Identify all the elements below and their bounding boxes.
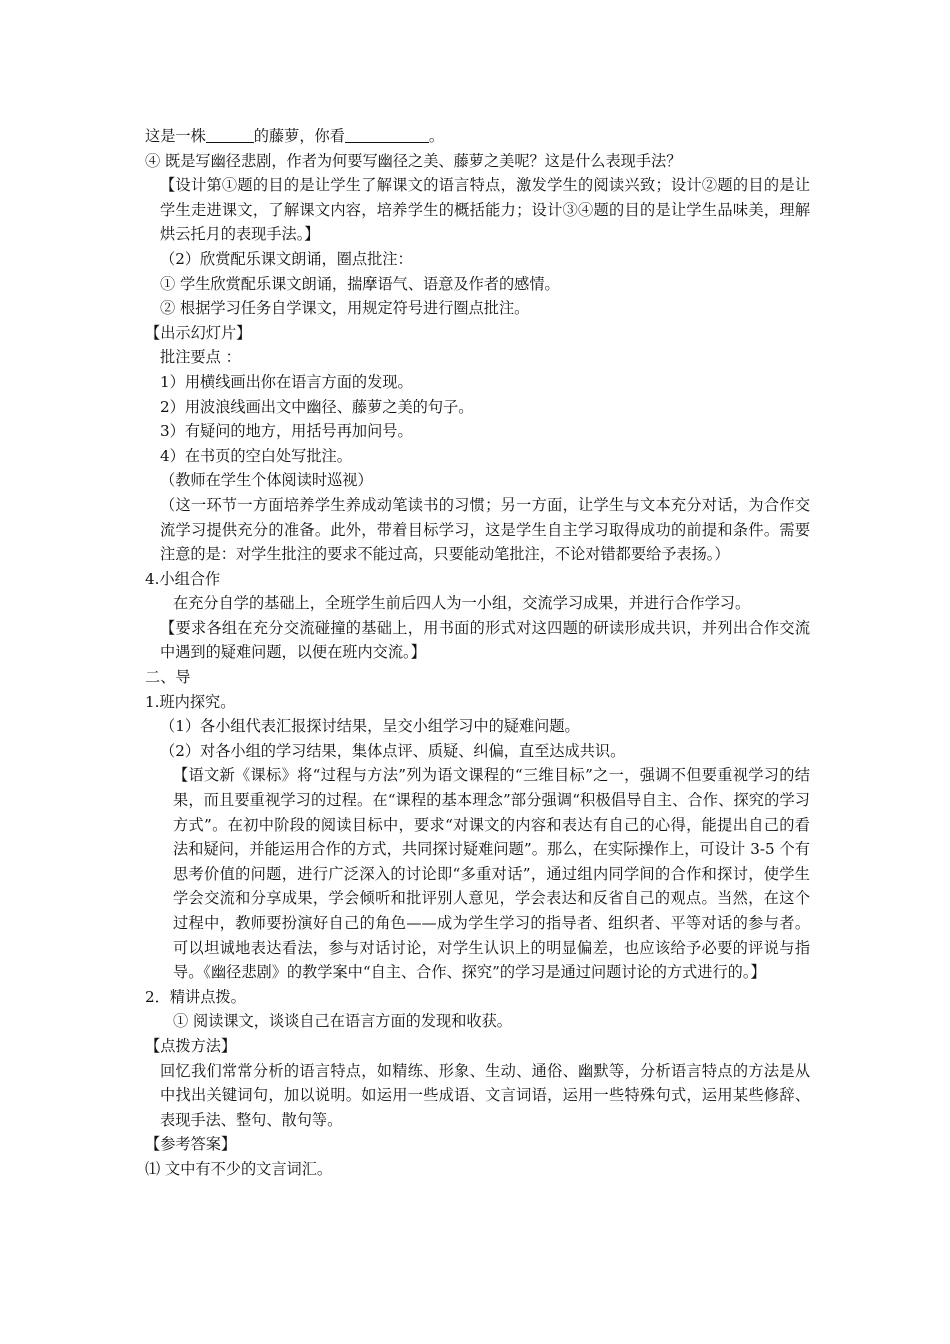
section-two-heading: 二、导 <box>145 668 191 687</box>
blank-2 <box>345 128 429 143</box>
answer-heading: 【参考答案】 <box>145 1135 237 1154</box>
group-work-requirement: 【要求各组在充分交流碰撞的基础上，用书面的形式对这四题的研读形成共识，并列出合作交流中遇到的疑难问题，以便在班内交流。】 <box>160 618 810 662</box>
method-heading: 【点拨方法】 <box>145 1036 237 1055</box>
teacher-note: （教师在学生个体阅读时巡视） <box>160 471 373 490</box>
fill-text-3: 。 <box>428 127 445 145</box>
inquiry-item-1: （1）各小组代表汇报探讨结果，呈交小组学习中的疑难问题。 <box>160 717 580 736</box>
guidance-item-1: ① 阅读课文，谈谈自己在语言方面的发现和收获。 <box>173 1012 512 1031</box>
group-work-text: 在充分自学的基础上，全班学生前后四人为一小组，交流学习成果，并进行合作学习。 <box>173 594 751 613</box>
annotation-point-2: 2）用波浪线画出文中幽径、藤萝之美的句子。 <box>160 397 474 416</box>
annotation-point-3: 3）有疑问的地方，用括号再加问号。 <box>160 422 413 441</box>
fill-text-2: 的藤萝，你看 <box>253 127 345 145</box>
class-inquiry-heading: 1.班内探究。 <box>145 692 236 711</box>
method-text: 回忆我们常常分析的语言特点，如精练、形象、生动、通俗、幽默等，分析语言特点的方法是从中找出关键词句，加以说明。如运用一些成语、文言词语，运用一些特殊句式，运用某些修辞、表现手法、整句、散句等。 <box>160 1061 810 1129</box>
guidance-heading: 2．精讲点拨。 <box>145 987 246 1006</box>
slide-heading: 【出示幻灯片】 <box>145 323 252 342</box>
inquiry-item-2: （2）对各小组的学习结果，集体点评、质疑、纠偏，直至达成共识。 <box>160 741 626 760</box>
document-page <box>145 124 810 1182</box>
step-2-heading: （2）欣赏配乐课文朗诵，圈点批注： <box>160 249 413 268</box>
curriculum-note: 【语文新《课标》将“过程与方法”列为语文课程的“三维目标”之一，强调不但要重视学习的结果，而且要重视学习的过程。在“课程的基本理念”部分强调“积极倡导自主、合作、探究的学习方式”。在初中阶段的阅读目标中，要求“对课文的内容和表达有自己的心得，能提出自己的看法和疑问，并能运用合作的方式，共同探讨疑难问题”。那么，在实际操作上，可设计 3-5 个有思考价值的问题，进行广泛深入的讨论即“多重对话”，通过组内同学间的合作和探讨，使学生学会交流和分享成果，学会倾听和批评别人意见，学会表达和反省自己的观点。当然，在这个过程中，教师要扮演好自己的角色——成为学生学习的指导者、组织者、平等对话的参与者。可以坦诚地表达看法，参与对话讨论，对学生认识上的明显偏差，也应该给予必要的评说与指导。《幽径悲剧》的教学案中“自主、合作、探究”的学习是通过问题讨论的方式进行的。】 <box>173 766 810 982</box>
blank-1 <box>206 128 254 143</box>
design-note: 【设计第①题的目的是让学生了解课文的语言特点，激发学生的阅读兴致；设计②题的目的是让学生走进课文，了解课文内容，培养学生的概括能力；设计③④题的目的是让学生品味美，理解烘云托月的表现手法。】 <box>160 176 810 244</box>
fill-text-1: 这是一株 <box>145 127 206 145</box>
fill-in-line <box>145 124 810 149</box>
step-2-item-2: ② 根据学习任务自学课文，用规定符号进行圈点批注。 <box>160 299 530 318</box>
annotation-points-title: 批注要点 ： <box>160 348 241 367</box>
annotation-point-1: 1）用横线画出你在语言方面的发现。 <box>160 372 413 391</box>
question-4: ④ 既是写幽径悲剧，作者为何要写幽径之美、藤萝之美呢？这是什么表现手法？ <box>145 151 682 170</box>
annotation-point-4: 4）在书页的空白处写批注。 <box>160 446 352 465</box>
step-2-item-1: ① 学生欣赏配乐课文朗诵，揣摩语气、语意及作者的感情。 <box>160 274 560 293</box>
section-group-work: 4.小组合作 <box>145 569 221 588</box>
segment-explanation: （这一环节一方面培养学生养成动笔读书的习惯；另一方面，让学生与文本充分对话，为合作交流学习提供充分的准备。此外，带着目标学习，这是学生自主学习取得成功的前提和条件。需要注意的是：对学生批注的要求不能过高，只要能动笔批注，不论对错都要给予表扬。） <box>160 495 810 564</box>
answer-item-1: ⑴ 文中有不少的文言词汇。 <box>145 1159 333 1178</box>
